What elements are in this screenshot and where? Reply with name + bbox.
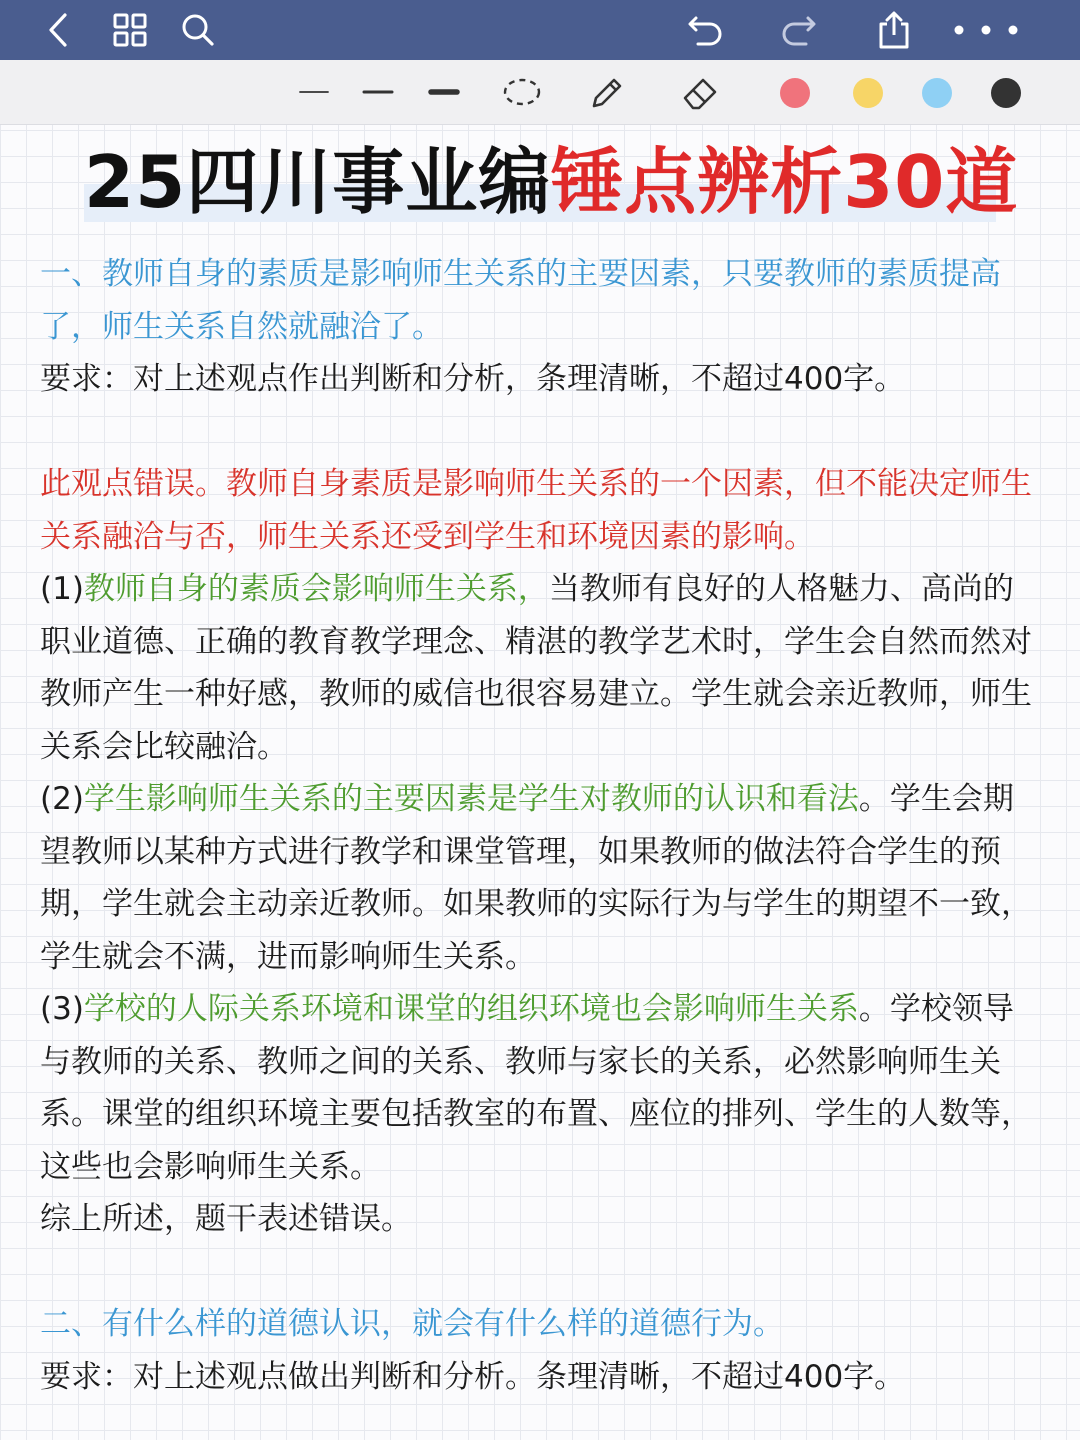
question-1-verdict: 此观点错误。教师自身素质是影响师生关系的一个因素，但不能决定师生关系融洽与否，师生关系还受到学生和环境因素的影响。 [40, 466, 1032, 555]
top-app-bar [0, 0, 1080, 60]
question-1-requirement: 要求：对上述观点作出判断和分析，条理清晰，不超过400字。 [40, 361, 906, 397]
thin-line-icon [298, 88, 330, 96]
search-button[interactable] [176, 8, 220, 52]
medium-line-button[interactable] [356, 72, 400, 112]
point-3 [40, 983, 1040, 1193]
question-2-requirement: 要求：对上述观点做出判断和分析。条理清晰，不超过400字。 [40, 1358, 906, 1395]
point-3-text: 。学校领导与教师的关系、教师之间的关系、教师与家长的关系，必然影响师生关系。课堂的组织环境主要包括教室的布置、座位的排列、学生的人数等，这些也会影响师生关系。 [40, 991, 1032, 1185]
share-button[interactable] [872, 8, 916, 52]
more-button[interactable] [950, 8, 1022, 52]
question-1: 一、教师自身的素质是影响师生关系的主要因素，只要教师的素质提高了，师生关系自然就融洽了。 [40, 256, 1001, 345]
point-1-number: (1) [40, 571, 84, 607]
color-swatch-yellow[interactable] [853, 78, 883, 108]
point-2-number: (2) [40, 781, 84, 817]
color-swatch-blue[interactable] [922, 78, 952, 108]
point-1-text: 当教师有良好的人格魅力、高尚的职业道德、正确的教育教学理念、精湛的教学艺术时，学生会自然而然对教师产生一种好感，教师的威信也很容易建立。学生就会亲近教师，师生关系会比较融洽。 [40, 571, 1032, 765]
undo-button[interactable] [684, 8, 728, 52]
more-icon [951, 24, 1021, 36]
grid-icon [112, 12, 148, 48]
point-3-number: (3) [40, 991, 84, 1027]
back-arrow-icon [43, 12, 73, 48]
medium-line-icon [362, 88, 394, 96]
eraser-icon [679, 72, 721, 112]
point-1-key: 教师自身的素质会影响师生关系， [83, 571, 549, 607]
color-swatch-black[interactable] [991, 78, 1021, 108]
pencil-icon [586, 72, 626, 112]
title-part-2: 锤点辨析30道 [551, 140, 1019, 224]
question-2: 二、有什么样的道德认识，就会有什么样的道德行为。 [40, 1306, 784, 1342]
thin-line-button[interactable] [292, 72, 336, 112]
grid-view-button[interactable] [108, 8, 152, 52]
title-part-1: 25四川事业编 [84, 140, 552, 224]
redo-icon [778, 12, 818, 48]
question-1-conclusion: 综上所述，题干表述错误。 [40, 1201, 412, 1237]
undo-icon [686, 12, 726, 48]
point-2-text: 。学生会期望教师以某种方式进行教学和课堂管理，如果教师的做法符合学生的预期，学生就会主动亲近教师。如果教师的实际行为与学生的期望不一致，学生就会不满，进而影响师生关系。 [40, 781, 1032, 975]
point-2 [40, 773, 1040, 983]
thick-line-button[interactable] [422, 72, 466, 112]
pencil-button[interactable] [584, 72, 628, 112]
search-icon [180, 12, 216, 48]
point-1 [40, 563, 1040, 773]
drawing-toolbar [0, 60, 1080, 125]
point-3-key: 学校的人际关系环境和课堂的组织环境也会影响师生关系 [83, 991, 859, 1027]
lasso-icon [502, 76, 542, 108]
redo-button[interactable] [776, 8, 820, 52]
back-button[interactable] [36, 8, 80, 52]
color-swatch-pink[interactable] [780, 78, 810, 108]
share-icon [876, 10, 912, 50]
point-2-key: 学生影响师生关系的主要因素是学生对教师的认识和看法 [83, 781, 859, 817]
lasso-button[interactable] [500, 72, 544, 112]
note-content [40, 248, 1040, 1403]
eraser-button[interactable] [678, 72, 722, 112]
thick-line-icon [428, 87, 460, 97]
note-title [84, 140, 1019, 224]
